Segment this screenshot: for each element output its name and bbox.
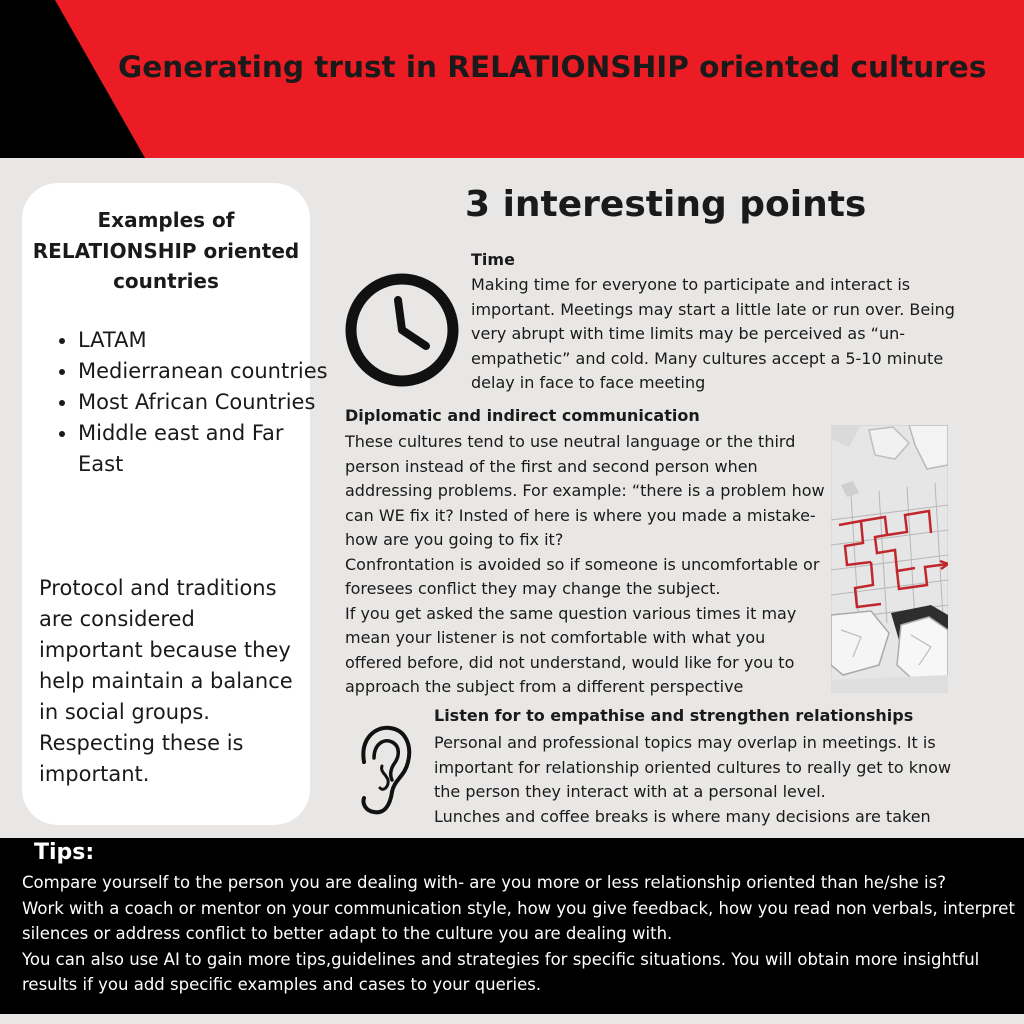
list-item: • LATAM [78,325,328,356]
protocol-note: Protocol and traditions are considered important because they help maintain a balance in social groups. Respecting these is important. [39,576,293,786]
ear-icon [350,722,416,818]
tips-body [22,870,1017,998]
diplomatic-title: Diplomatic and indirect communication [345,406,700,425]
list-item: • Most African Countries [78,387,328,418]
time-body: Making time for everyone to participate and interact is important. Meetings may start a little late or run over. Being very abrupt with time limits may be perceived as “un-empathetic” and cold. Many cultures accept a 5-10 minute delay in face to face meeting [471,275,955,392]
tips-heading: Tips: [34,840,95,865]
maze-image [831,425,948,693]
clock-icon [344,272,460,388]
listen-body: Personal and professional topics may overlap in meetings. It is important for relationship oriented cultures to really get to know the person they interact with at a personal level. Lunches and coffee breaks is where many decisions are taken [434,733,952,826]
time-title: Time [471,250,515,269]
list-item: • Middle east and Far East [78,418,328,480]
tip-line: Work with a coach or mentor on your communication style, how you give feedback, how you read non verbals, interpret silences or address conflict to better adapt to the culture you are dealing with. [22,898,1015,944]
points-heading: 3 interesting points [465,184,867,225]
country-list [50,325,328,480]
header-banner [0,0,1024,158]
diplomatic-body: These cultures tend to use neutral language or the third person instead of the first and second person when addressing problems. For example: “there is a problem how can WE fix it? Insted of here is where you made a mistake- how are you going to fix it? Confrontation is avoided so if someone is uncomfortable or foresees conflict they may change the subject. If you get asked the same question various times it may mean your listener is not comfortable with what you offered before, did not understand, would like for you to approach the subject from a different perspective [345,432,825,696]
examples-panel [22,183,328,825]
page-title: Generating trust in RELATIONSHIP oriented cultures [118,50,987,84]
listen-title: Listen for to empathise and strengthen relationships [434,706,914,725]
list-item: • Medierranean countries [78,356,328,387]
examples-heading: Examples of RELATIONSHIP oriented countries [32,208,300,293]
tip-line: Compare yourself to the person you are dealing with- are you more or less relationship oriented than he/she is? [22,873,946,892]
tip-line: You can also use AI to gain more tips,guidelines and strategies for specific situations. You will obtain more insightful results if you add specific examples and cases to your queries. [22,949,980,995]
tips-panel [0,838,1024,1014]
